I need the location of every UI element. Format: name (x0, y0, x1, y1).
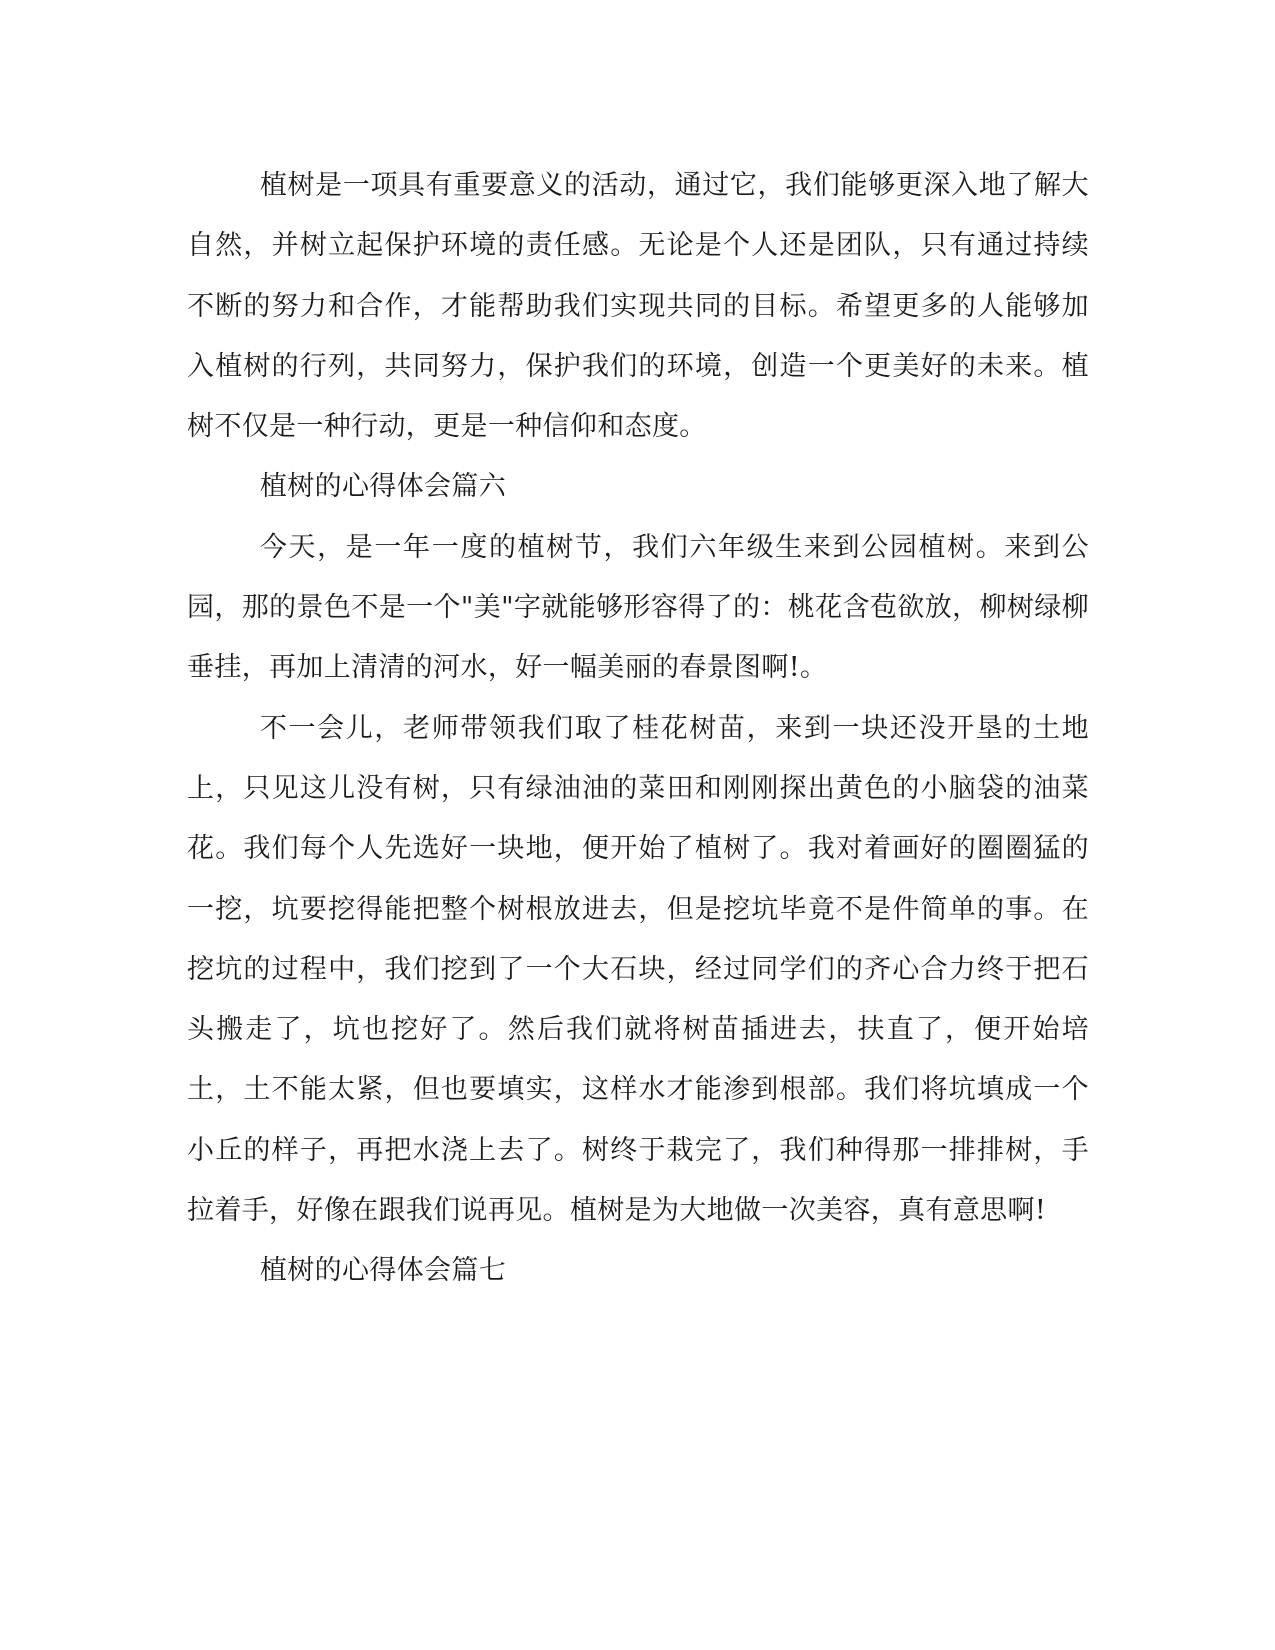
section-heading-six: 植树的心得体会篇六 (259, 471, 507, 503)
paragraph-conclusion: 植树是一项具有重要意义的活动，通过它，我们能够更深入地了解大自然，并树立起保护环境的责任感。无论是个人还是团队，只有通过持续不断的努力和合作，才能帮助我们实现共同的目标。希望更多的人能够加入植树的行列，共同努力，保护我们的环境，创造一个更美好的未来。植树不仅是一种行动，更是一种信仰和态度。 (187, 170, 1089, 443)
section-heading-seven: 植树的心得体会篇七 (259, 1255, 507, 1287)
paragraph-planting-process: 不一会儿，老师带领我们取了桂花树苗，来到一块还没开垦的土地上，只见这儿没有树，只有绿油油的菜田和刚刚探出黄色的小脑袋的油菜花。我们每个人先选好一块地，便开始了植树了。我对着画好的圈圈猛的一挖，坑要挖得能把整个树根放进去，但是挖坑毕竟不是件简单的事。在挖坑的过程中，我们挖到了一个大石块，经过同学们的齐心合力终于把石头搬走了，坑也挖好了。然后我们就将树苗插进去，扶直了，便开始培土，土不能太紧，但也要填实，这样水才能渗到根部。我们将坑填成一个小丘的样子，再把水浇上去了。树终于栽完了，我们种得那一排排树，手拉着手，好像在跟我们说再见。植树是为大地做一次美容，真有意思啊! (187, 712, 1089, 1227)
document-body (187, 156, 1089, 1302)
paragraph-intro-park: 今天，是一年一度的植树节，我们六年级生来到公园植树。来到公园，那的景色不是一个"美"字就能够形容得了的：桃花含苞欲放，柳树绿柳垂挂，再加上清清的河水，好一幅美丽的春景图啊!。 (187, 531, 1089, 684)
